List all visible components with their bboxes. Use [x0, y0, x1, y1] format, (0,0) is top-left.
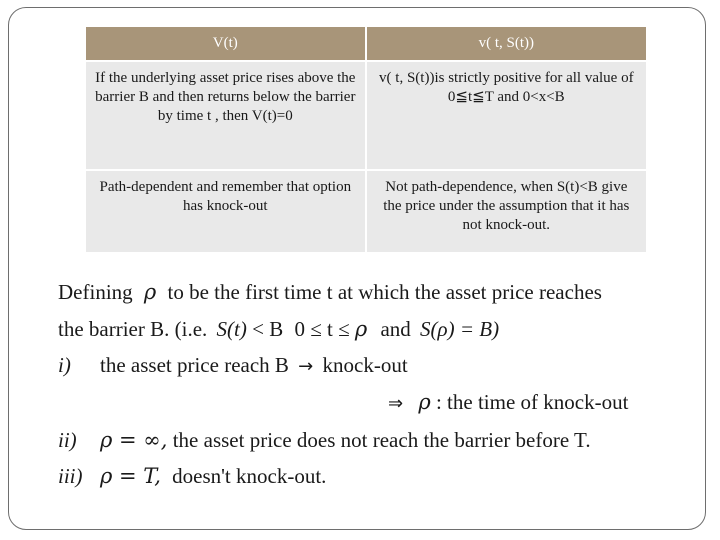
table-cell: If the underlying asset price rises above the barrier B and then returns below the barrier by time t , then V(t)=0: [86, 61, 366, 170]
definition-line-1: Defining ρ to be the first time t at which the asset price reaches: [58, 280, 602, 304]
comparison-table: [86, 27, 646, 252]
item-ii: ii) ρ = ∞, the asset price does not reach the barrier before T.: [58, 428, 591, 452]
table-cell: Not path-dependence, when S(t)<B give the price under the assumption that it has not knock-out.: [366, 170, 646, 252]
implies-line: ⇒ ρ : the time of knock-out: [388, 390, 629, 414]
implies-arrow-icon: ⇒: [388, 393, 404, 414]
table-header-vt: V(t): [86, 27, 366, 61]
table-header-v-t-st: v( t, S(t)): [366, 27, 646, 61]
rho-symbol: ρ: [143, 280, 157, 304]
table-cell: Path-dependent and remember that option has knock-out: [86, 170, 366, 252]
table-header-row: [86, 27, 646, 61]
definition-line-2: the barrier B. (i.e. S(t) < B 0 ≤ t ≤ ρ and S(ρ) = B): [58, 317, 500, 341]
table-row: [86, 61, 646, 170]
table-row: [86, 170, 646, 252]
table-cell: v( t, S(t))is strictly positive for all value of 0≦t≦T and 0<x<B: [366, 61, 646, 170]
item-iii: iii) ρ = T, doesn't knock-out.: [58, 464, 327, 488]
item-i: i) the asset price reach B → knock-out: [58, 353, 408, 377]
right-arrow-icon: →: [298, 356, 314, 377]
